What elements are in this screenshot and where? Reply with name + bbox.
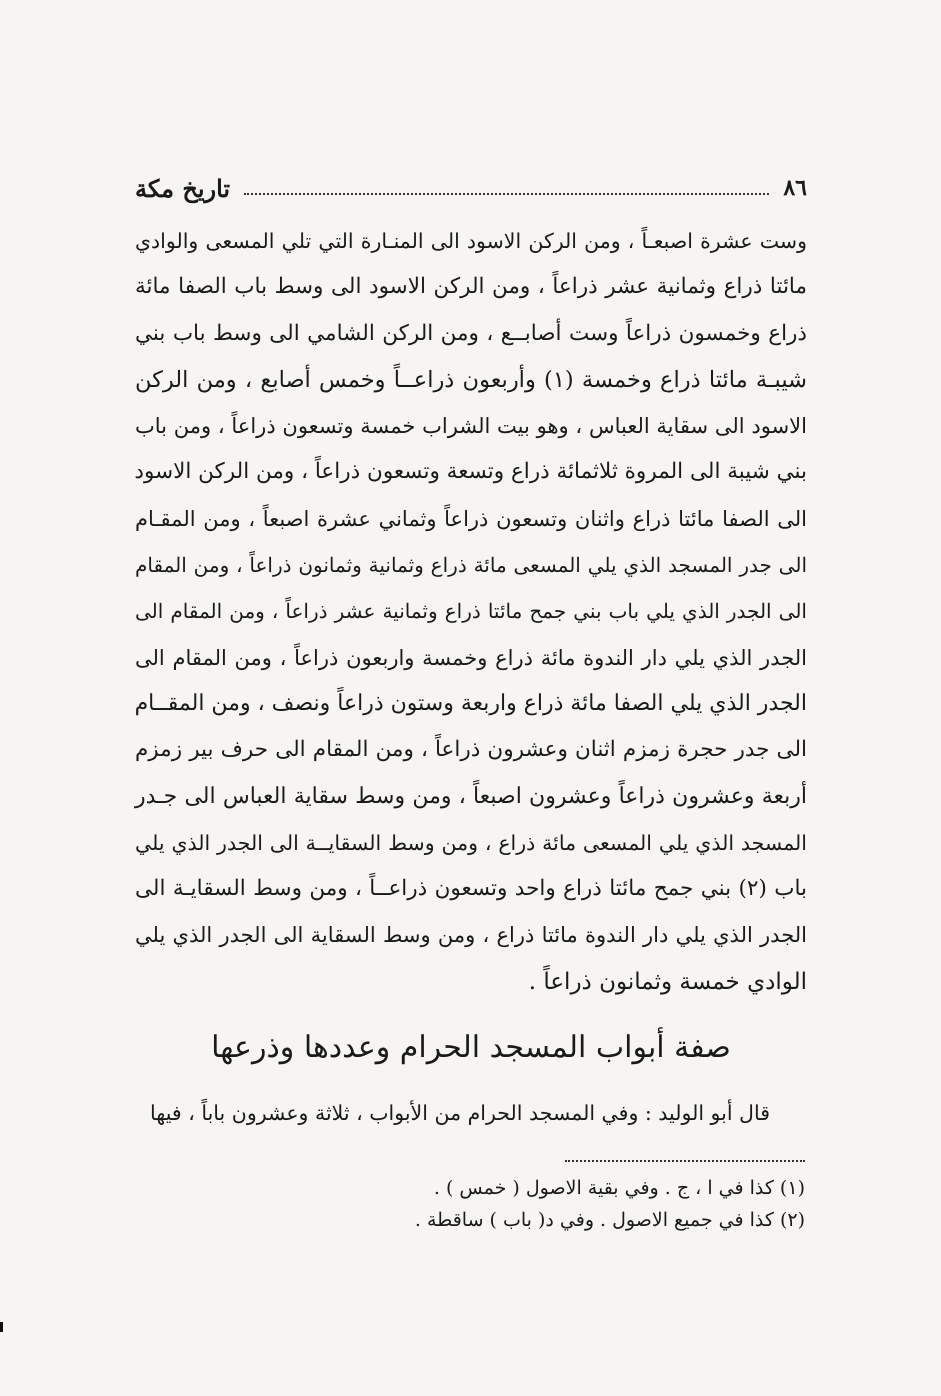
body-line: شيبـة مائتا ذراع وخمسة (١) وأربعون ذراعــاً وخمس أصابع ، ومن الركن	[135, 366, 807, 393]
footnote-separator	[565, 1160, 805, 1162]
body-line: الجدر الذي يلي دار الندوة مائتا ذراع ، ومن وسط السقاية الى الجدر الذي يلي	[135, 923, 807, 948]
body-line: وست عشرة اصبعـاً ، ومن الركن الاسود الى المنـارة التي تلي المسعى والوادي	[135, 229, 807, 253]
page-header	[135, 168, 807, 208]
body-line: باب (٢) بني جمح مائتا ذراع واحد وتسعون ذراعــاً ، ومن وسط السقايـة الى	[135, 876, 807, 902]
body-line: الوادي خمسة وثمانون ذراعاً .	[528, 968, 807, 995]
page-number: ٨٦	[783, 175, 807, 201]
header-dotted-leader	[244, 193, 769, 195]
section-heading: صفة أبواب المسجد الحرام وعددها وذرعها	[211, 1030, 731, 1065]
body-line: الجدر الذي يلي دار الندوة مائة ذراع وخمسة واربعون ذراعاً ، ومن المقام الى	[135, 645, 807, 670]
body-line: المسجد الذي يلي المسعى مائة ذراع ، ومن وسط السقايــة الى الجدر الذي يلي	[135, 830, 807, 855]
running-title: تاريخ مكة	[135, 173, 231, 203]
section-intro-line: قال أبو الوليد : وفي المسجد الحرام من الأبواب ، ثلاثة وعشرون باباً ، فيها	[150, 1101, 770, 1125]
body-line: الى الجدر الذي يلي باب بني جمح مائتا ذراع وثمانية عشر ذراعاً ، ومن المقام الى	[135, 599, 807, 624]
body-line: مائتا ذراع وثمانية عشر ذراعاً ، ومن الركن الاسود الى وسط باب الصفا مائة	[135, 274, 807, 300]
body-paragraph	[135, 218, 807, 1005]
footnotes	[300, 1172, 805, 1236]
body-line: الى الصفا مائتا ذراع واثنان وتسعون ذراعاً وثماني عشرة اصبعاً ، ومن المقـام	[135, 506, 807, 531]
body-line: الى جدر المسجد الذي يلي المسعى مائة ذراع وثمانية وثمانون ذراعاً ، ومن المقام	[135, 553, 807, 578]
footnote: (٢) كذا في جميع الاصول . وفي د( باب ) ساقطة .	[414, 1209, 805, 1231]
scan-margin-mark	[0, 1322, 3, 1332]
body-line: الجدر الذي يلي الصفا مائة ذراع واربعة وستون ذراعاً ونصف ، ومن المقــام	[134, 690, 807, 716]
body-line: أربعة وعشرون ذراعاً وعشرون اصبعاً ، ومن وسط سقاية العباس الى جـدر	[135, 783, 807, 809]
body-line: الاسود الى سقاية العباس ، وهو بيت الشراب خمسة وتسعون ذراعاً ، ومن باب	[135, 414, 807, 439]
body-line: بني شيبة الى المروة ثلاثمائة ذراع وتسعة وتسعون ذراعاً ، ومن الركن الاسود	[134, 459, 807, 485]
body-line: الى جدر حجرة زمزم اثنان وعشرون ذراعاً ، ومن المقام الى حرف بير زمزم	[135, 737, 807, 763]
footnote: (١) كذا في ا ، ج . وفي بقية الاصول ( خمس ) .	[433, 1177, 805, 1199]
body-line: ذراع وخمسون ذراعاً وست أصابــع ، ومن الركن الشامي الى وسط باب بني	[135, 320, 807, 346]
